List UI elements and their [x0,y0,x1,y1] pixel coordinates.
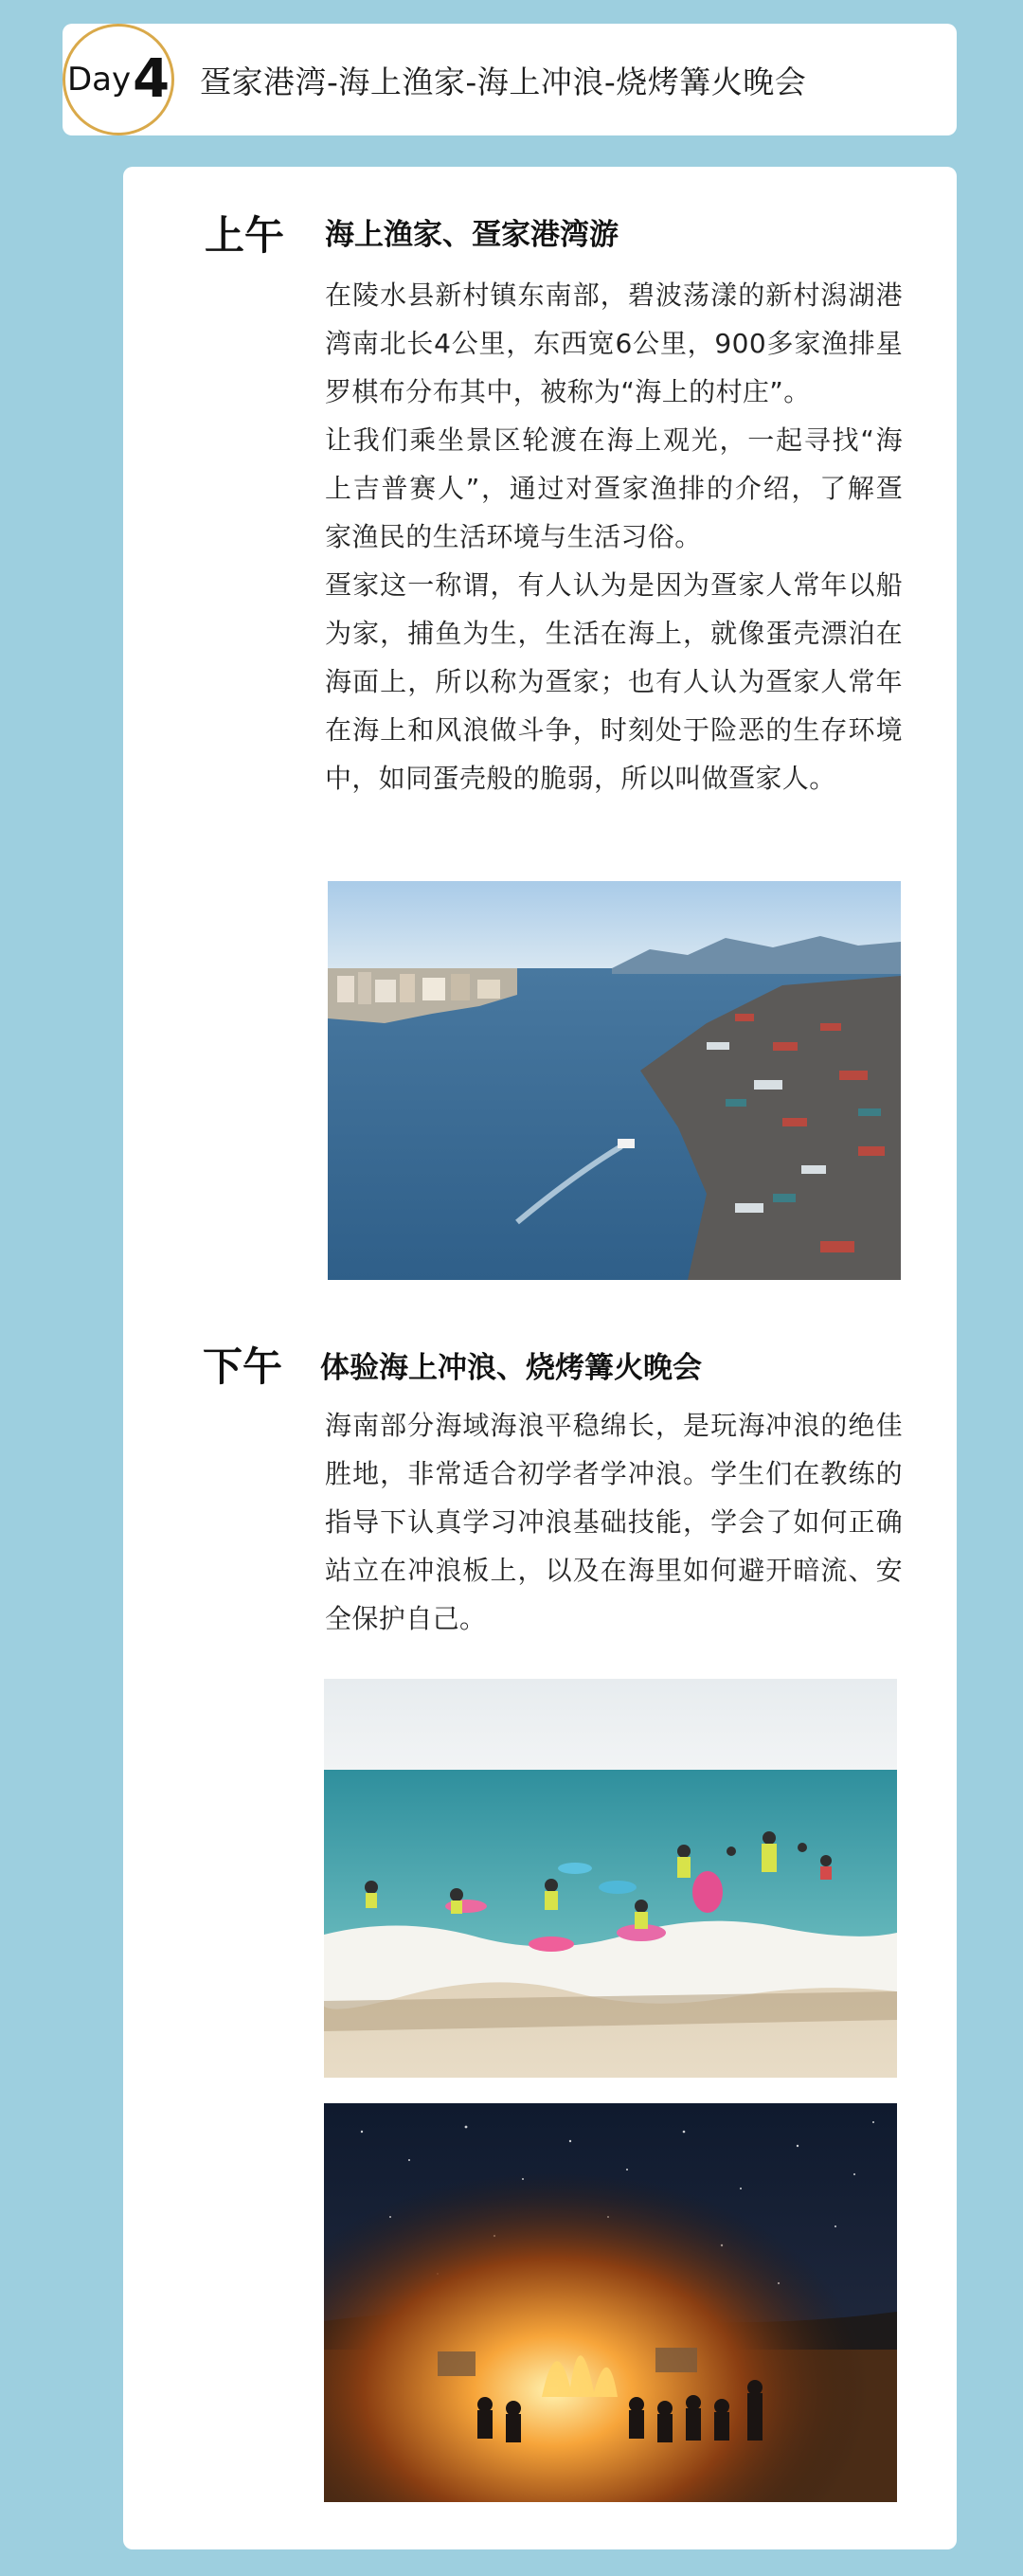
content-card [123,167,957,2549]
afternoon-paragraph-1: 海南部分海域海浪平稳绵长，是玩海冲浪的绝佳胜地，非常适合初学者学冲浪。学生们在教练的指导下认真学习冲浪基础技能，学会了如何正确站立在冲浪板上，以及在海里如何避开暗流、安全保护自己。 [325,1410,903,1634]
bonfire-photo [324,2103,897,2502]
afternoon-label: 下午 [203,1343,283,1390]
harbor-photo [328,881,901,1280]
surfing-photo [324,1679,897,2078]
morning-label: 上午 [205,212,285,259]
day-badge [63,24,174,135]
day-header [63,24,957,135]
morning-title: 海上渔家、疍家港湾游 [325,218,619,252]
afternoon-title: 体验海上冲浪、烧烤篝火晚会 [320,1351,702,1385]
morning-paragraph-3: 疍家这一称谓，有人认为是因为疍家人常年以船为家，捕鱼为生，生活在海上，就像蛋壳漂泊在海面上，所以称为疍家；也有人认为疍家人常年在海上和风浪做斗争，时刻处于险恶的生存环境中，如同蛋壳般的脆弱，所以叫做疍家人。 [325,569,903,794]
day-word: Day [66,61,132,99]
day-number: 4 [133,48,170,110]
itinerary-title: 疍家港湾-海上渔家-海上冲浪-烧烤篝火晚会 [200,63,807,100]
morning-paragraph-2: 让我们乘坐景区轮渡在海上观光，一起寻找“海上吉普赛人”，通过对疍家渔排的介绍，了解疍家渔民的生活环境与生活习俗。 [325,424,903,552]
morning-paragraph-1: 在陵水县新村镇东南部，碧波荡漾的新村潟湖港湾南北长4公里，东西宽6公里，900多家渔排星罗棋布分布其中，被称为“海上的村庄”。 [325,279,903,407]
